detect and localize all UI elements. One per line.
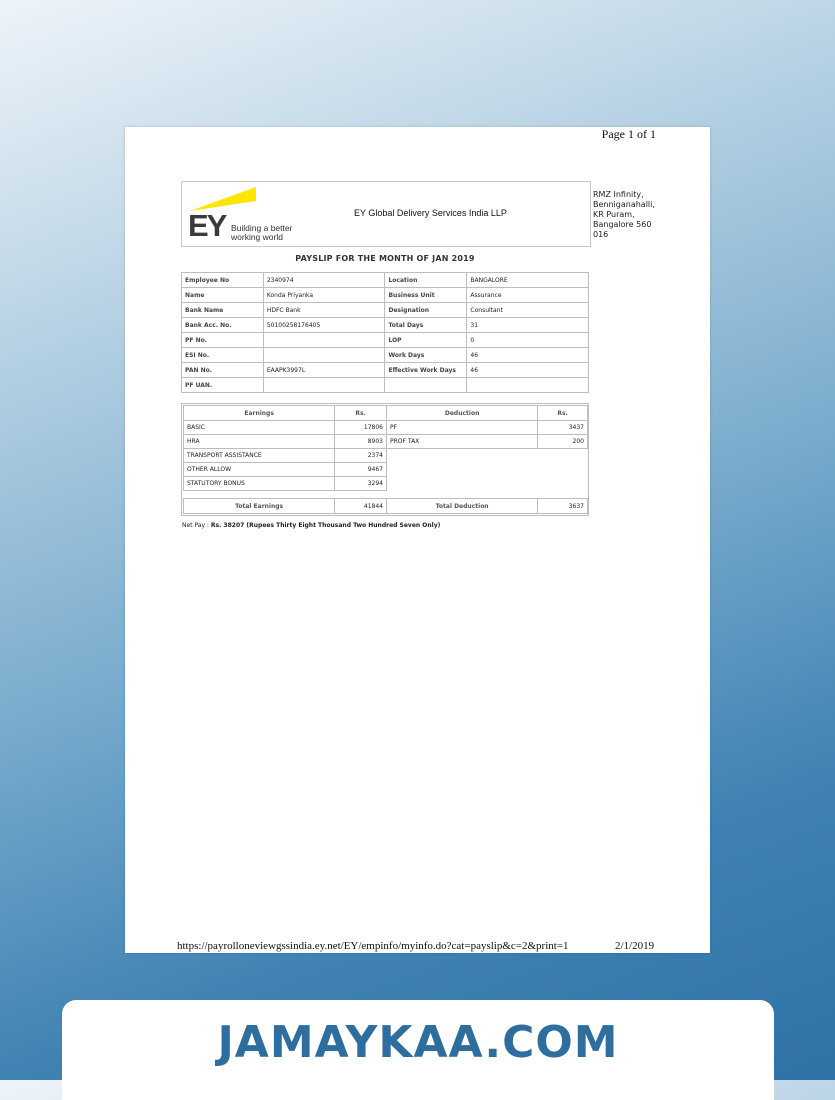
table-row xyxy=(387,421,588,435)
earning-label: BASIC xyxy=(184,421,335,435)
footer-date: 2/1/2019 xyxy=(615,940,655,952)
address-line: RMZ Infinity, xyxy=(593,190,644,199)
field-label: PF No. xyxy=(182,333,264,348)
ey-logo: EY xyxy=(188,208,226,243)
field-value: Assurance xyxy=(467,288,589,303)
earning-amount: 2374 xyxy=(335,449,387,463)
page-number: Page 1 of 1 xyxy=(601,127,656,141)
total-earnings-label: Total Earnings xyxy=(184,499,335,514)
field-value xyxy=(467,378,589,393)
table-row xyxy=(184,477,387,491)
field-label: ESI No. xyxy=(182,348,264,363)
earning-label: HRA xyxy=(184,435,335,449)
table-row xyxy=(387,499,588,514)
field-label: Location xyxy=(385,273,467,288)
watermark-banner xyxy=(62,1000,774,1100)
field-label: PAN No. xyxy=(182,363,264,378)
table-row xyxy=(182,363,589,378)
table-row xyxy=(182,333,589,348)
field-value: 0 xyxy=(467,333,589,348)
earnings-deductions-section xyxy=(181,403,589,516)
field-value: Consultant xyxy=(467,303,589,318)
earning-amount: 3294 xyxy=(335,477,387,491)
table-row xyxy=(184,435,387,449)
table-row xyxy=(184,499,387,514)
letterhead xyxy=(181,181,591,247)
deduction-header: Deduction xyxy=(387,406,538,421)
field-value: HDFC Bank xyxy=(263,303,385,318)
net-pay xyxy=(182,522,440,529)
footer-url: https://payrolloneviewgssindia.ey.net/EY/empinfo/myinfo.do?cat=payslip&c=2&print=1 xyxy=(177,940,569,952)
company-address xyxy=(593,190,663,240)
table-row xyxy=(184,421,387,435)
ey-tagline-line-2: working world xyxy=(231,232,283,242)
table-row xyxy=(182,288,589,303)
deduction-rs-header: Rs. xyxy=(538,406,588,421)
ey-tagline-line-1: Building a better xyxy=(231,223,293,233)
total-deduction-row xyxy=(386,498,588,514)
table-row xyxy=(182,303,589,318)
employee-details-table xyxy=(181,272,589,393)
net-pay-amount: Rs. 38207 xyxy=(210,522,245,529)
net-pay-words: (Rupees Thirty Eight Thousand Two Hundred Seven Only) xyxy=(244,522,441,529)
field-value xyxy=(263,378,385,393)
total-deduction-value: 3637 xyxy=(538,499,588,514)
address-line: Benniganahalli, xyxy=(593,200,655,209)
earning-amount: 17806 xyxy=(335,421,387,435)
deduction-amount: 200 xyxy=(538,435,588,449)
table-row xyxy=(184,449,387,463)
earnings-header: Earnings xyxy=(184,406,335,421)
table-header-row xyxy=(387,406,588,421)
field-label: Bank Acc. No. xyxy=(182,318,264,333)
field-label: Work Days xyxy=(385,348,467,363)
field-label: Business Unit xyxy=(385,288,467,303)
table-header-row xyxy=(184,406,387,421)
field-value: 31 xyxy=(467,318,589,333)
field-label: Bank Name xyxy=(182,303,264,318)
payslip-title: PAYSLIP FOR THE MONTH OF JAN 2019 xyxy=(295,254,475,263)
field-label: LOP xyxy=(385,333,467,348)
table-row xyxy=(182,348,589,363)
earning-label: STATUTORY BONUS xyxy=(184,477,335,491)
total-earnings-value: 41844 xyxy=(335,499,387,514)
field-value: EAAPK3997L xyxy=(263,363,385,378)
total-deduction-label: Total Deduction xyxy=(387,499,538,514)
ey-tagline xyxy=(231,224,311,242)
address-line: KR Puram, xyxy=(593,210,635,219)
table-row xyxy=(182,378,589,393)
field-value xyxy=(263,348,385,363)
field-value: BANGALORE xyxy=(467,273,589,288)
field-label: PF UAN. xyxy=(182,378,264,393)
earning-amount: 8903 xyxy=(335,435,387,449)
field-value: 46 xyxy=(467,348,589,363)
net-pay-label: Net Pay : xyxy=(182,522,211,529)
company-name: EY Global Delivery Services India LLP xyxy=(354,208,507,218)
total-earnings-row xyxy=(183,498,387,514)
table-row xyxy=(387,435,588,449)
field-label: Total Days xyxy=(385,318,467,333)
earning-amount: 9467 xyxy=(335,463,387,477)
field-value: 50100258176405 xyxy=(263,318,385,333)
banner-text: JAMAYKAA.COM xyxy=(217,1017,619,1068)
table-row xyxy=(182,273,589,288)
field-label xyxy=(385,378,467,393)
field-label: Name xyxy=(182,288,264,303)
deduction-label: PROF TAX xyxy=(387,435,538,449)
payslip-page xyxy=(125,127,710,953)
address-line: Bangalore 560 xyxy=(593,220,652,229)
field-label: Effective Work Days xyxy=(385,363,467,378)
table-row xyxy=(184,463,387,477)
field-value: 46 xyxy=(467,363,589,378)
field-value xyxy=(263,333,385,348)
field-label: Designation xyxy=(385,303,467,318)
field-value: 2340974 xyxy=(263,273,385,288)
field-label: Employee No xyxy=(182,273,264,288)
table-row xyxy=(182,318,589,333)
earning-label: OTHER ALLOW xyxy=(184,463,335,477)
deduction-label: PF xyxy=(387,421,538,435)
earning-label: TRANSPORT ASSISTANCE xyxy=(184,449,335,463)
deductions-table xyxy=(386,405,588,449)
field-value: Konda Priyanka xyxy=(263,288,385,303)
earnings-rs-header: Rs. xyxy=(335,406,387,421)
earnings-table xyxy=(183,405,387,491)
address-line: 016 xyxy=(593,230,609,239)
deduction-amount: 3437 xyxy=(538,421,588,435)
